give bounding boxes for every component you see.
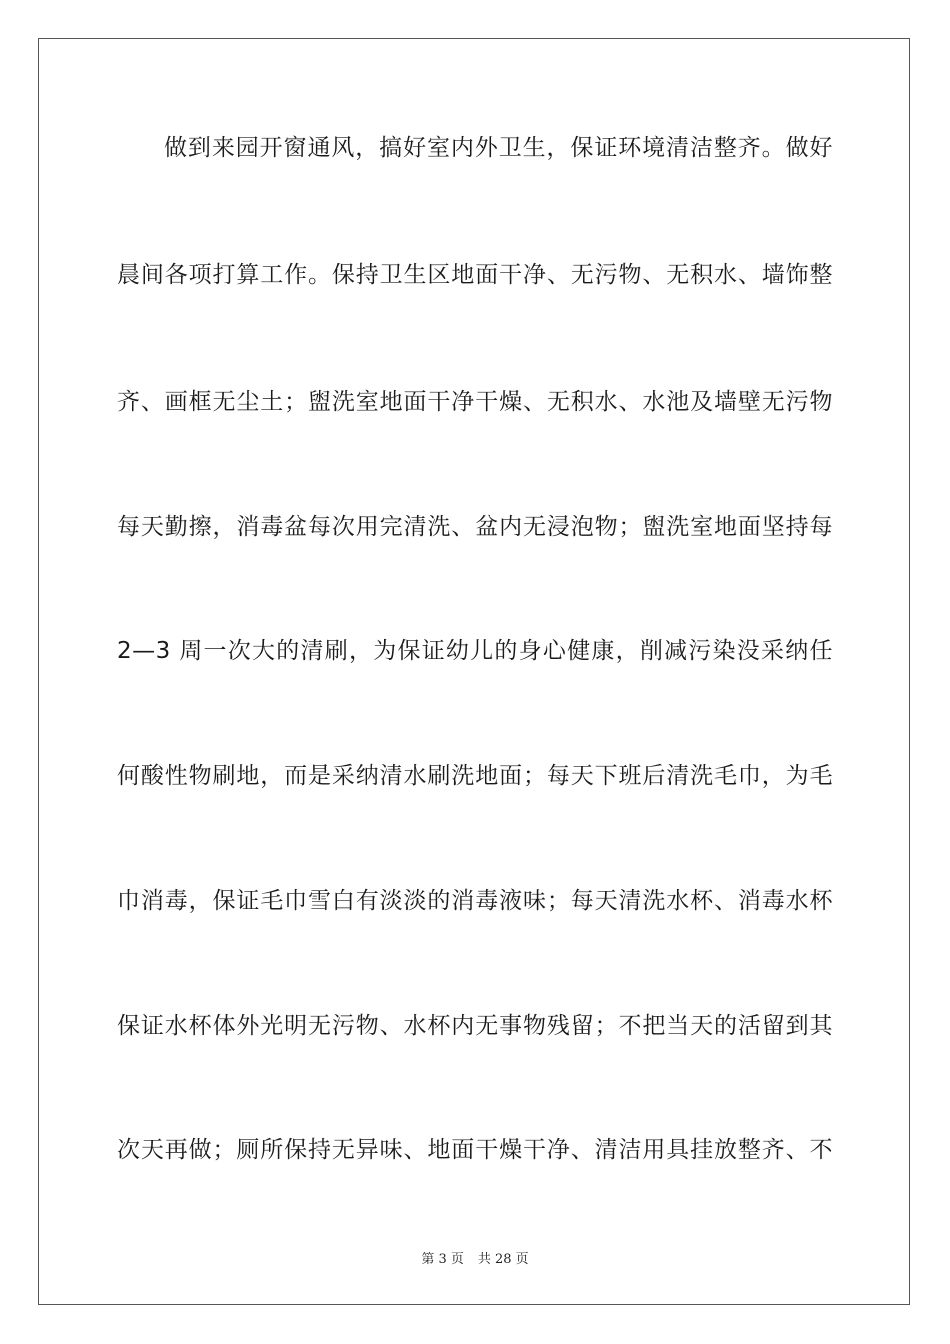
paragraph-line: 晨间各项打算工作。保持卫生区地面干净、无污物、无积水、墙饰整 <box>117 262 833 288</box>
paragraph-line: 保证水杯体外光明无污物、水杯内无事物残留；不把当天的活留到其 <box>117 1013 833 1039</box>
current-page-number: 第 3 页 <box>421 1252 464 1267</box>
total-page-count: 共 28 页 <box>477 1252 529 1267</box>
page-border <box>38 38 910 1305</box>
paragraph-line: 2—3 周一次大的清刷，为保证幼儿的身心健康，削减污染没采纳任 <box>117 638 833 664</box>
paragraph-line: 何酸性物刷地，而是采纳清水刷洗地面；每天下班后清洗毛巾，为毛 <box>117 763 833 789</box>
paragraph-line: 巾消毒，保证毛巾雪白有淡淡的消毒液味；每天清洗水杯、消毒水杯 <box>117 888 833 914</box>
paragraph-line: 每天勤擦，消毒盆每次用完清洗、盆内无浸泡物；盥洗室地面坚持每 <box>117 514 833 540</box>
paragraph-line: 齐、画框无尘土；盥洗室地面干净干燥、无积水、水池及墙壁无污物 <box>117 389 833 415</box>
paragraph-line: 次天再做；厕所保持无异味、地面干燥干净、清洁用具挂放整齐、不 <box>117 1137 833 1163</box>
page-footer <box>0 1248 950 1267</box>
paragraph-line: 做到来园开窗通风，搞好室内外卫生，保证环境清洁整齐。做好 <box>164 135 833 161</box>
